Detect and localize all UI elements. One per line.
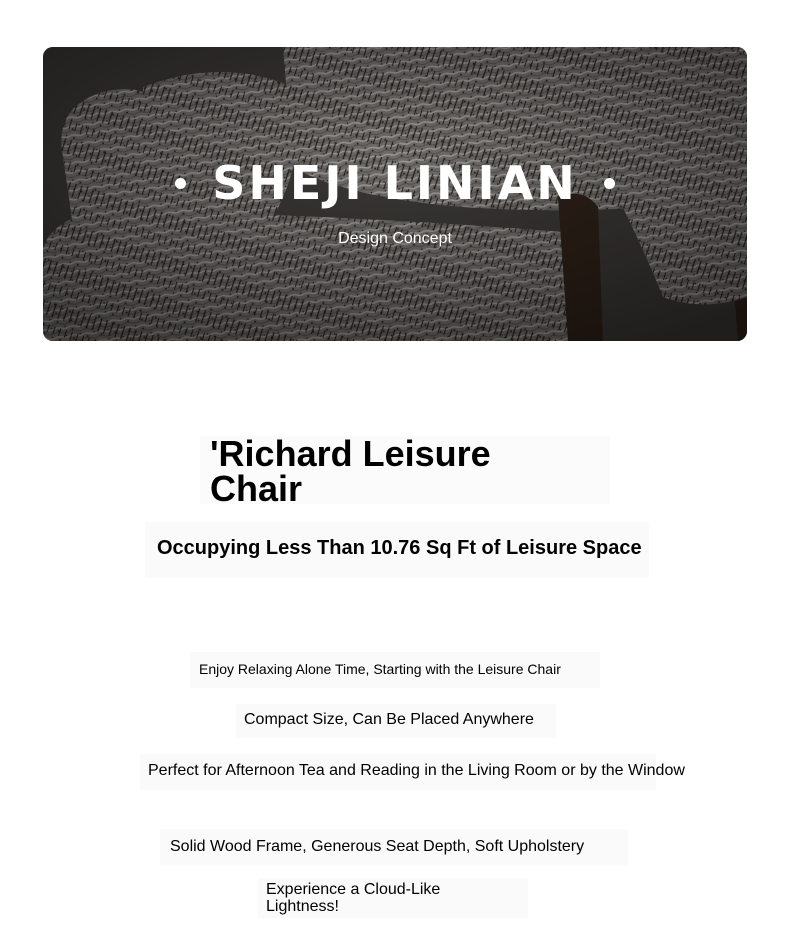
feature-text: Compact Size, Can Be Placed Anywhere	[244, 711, 534, 728]
brand-name: SHEJI LINIAN	[212, 156, 578, 210]
bullet-dot-icon	[604, 178, 615, 189]
bullet-dot-icon	[175, 178, 186, 189]
product-subtitle: Occupying Less Than 10.76 Sq Ft of Leisure Space	[157, 537, 642, 559]
feature-text: Experience a Cloud-Like Lightness!	[266, 881, 441, 915]
hero-banner	[43, 47, 747, 341]
feature-text: Perfect for Afternoon Tea and Reading in the Living Room or by the Window	[148, 762, 685, 779]
feature-text: Solid Wood Frame, Generous Seat Depth, Soft Upholstery	[170, 838, 585, 855]
product-title: 'Richard Leisure Chair	[210, 433, 491, 509]
feature-text: Enjoy Relaxing Alone Time, Starting with the Leisure Chair	[199, 661, 561, 677]
hero-title	[43, 155, 747, 211]
hero-subtitle: Design Concept	[338, 230, 452, 247]
